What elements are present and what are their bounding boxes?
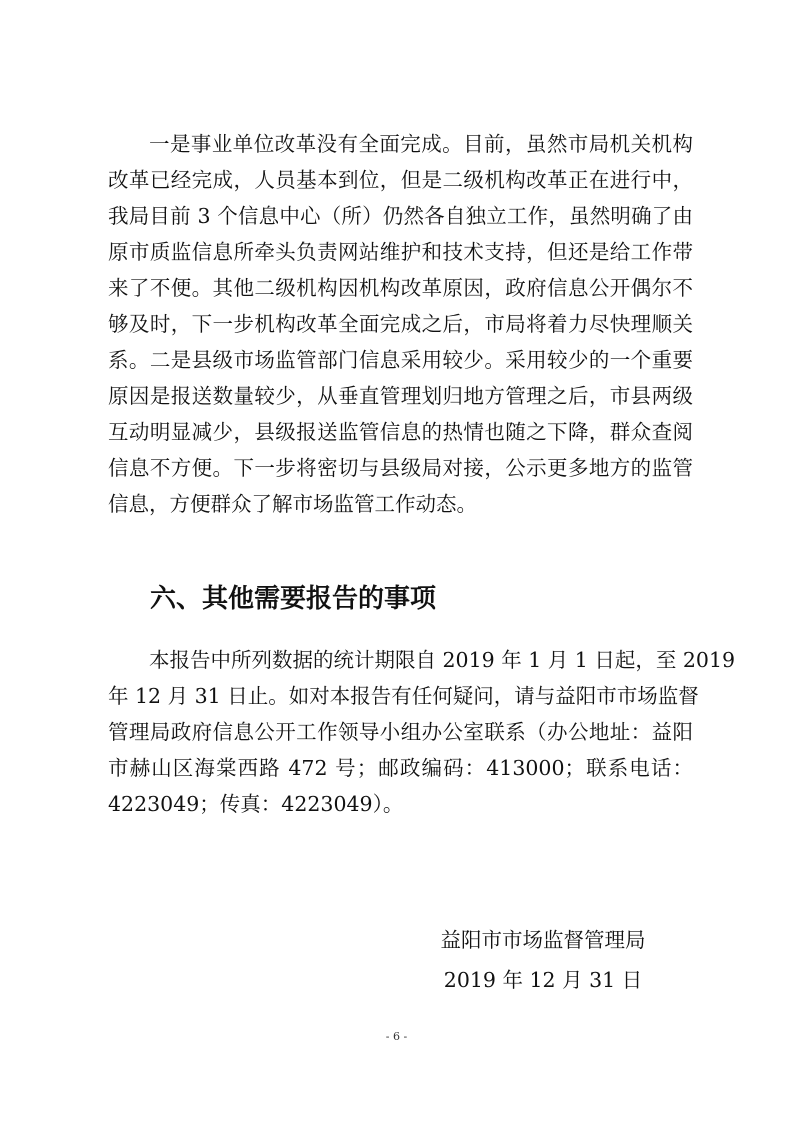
paragraph-line: 原因是报送数量较少，从垂直管理划归地方管理之后，市县两级 [108, 384, 693, 408]
paragraph-line: 管理局政府信息公开工作领导小组办公室联系（办公地址：益阳 [108, 720, 693, 744]
paragraph-line: 原市质监信息所牵头负责网站维护和技术支持，但还是给工作带 [108, 240, 693, 264]
paragraph-line: 信息不方便。下一步将密切与县级局对接，公示更多地方的监管 [108, 456, 693, 480]
paragraph-line: 市赫山区海棠西路 472 号；邮政编码：413000；联系电话： [108, 756, 693, 780]
signature-date: 2019 年 12 月 31 日 [443, 968, 643, 992]
paragraph-line: 年 12 月 31 日止。如对本报告有任何疑问，请与益阳市市场监督 [108, 684, 699, 708]
signature-organization: 益阳市市场监督管理局 [440, 928, 646, 952]
paragraph-line: 改革已经完成，人员基本到位，但是二级机构改革正在进行中， [108, 168, 693, 192]
paragraph-line: 4223049；传真：4223049）。 [108, 792, 404, 816]
paragraph-line: 本报告中所列数据的统计期限自 2019 年 1 月 1 日起，至 2019 [149, 648, 736, 672]
page-number: - 6 - [385, 1030, 408, 1043]
paragraph-line: 来了不便。其他二级机构因机构改革原因，政府信息公开偶尔不 [108, 276, 693, 300]
paragraph-line: 够及时，下一步机构改革全面完成之后，市局将着力尽快理顺关 [108, 312, 693, 336]
paragraph-line: 一是事业单位改革没有全面完成。目前，虽然市局机关机构 [149, 132, 693, 156]
section-heading: 六、其他需要报告的事项 [150, 584, 437, 614]
paragraph-line: 我局目前 3 个信息中心（所）仍然各自独立工作，虽然明确了由 [108, 204, 693, 228]
paragraph-line: 信息，方便群众了解市场监管工作动态。 [108, 492, 477, 516]
paragraph-line: 互动明显减少，县级报送监管信息的热情也随之下降，群众查阅 [108, 420, 693, 444]
paragraph-line: 系。二是县级市场监管部门信息采用较少。采用较少的一个重要 [108, 348, 693, 372]
